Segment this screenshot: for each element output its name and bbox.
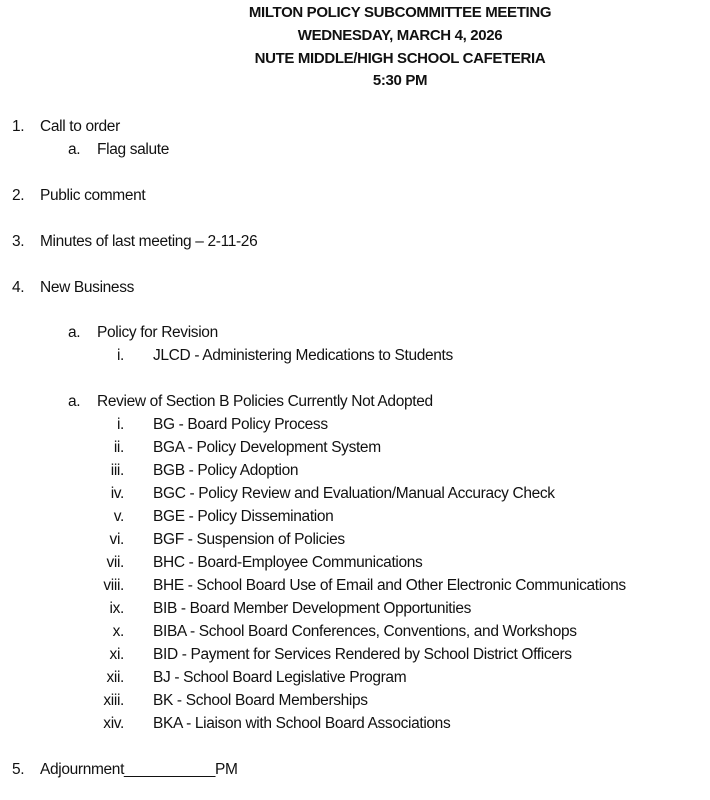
meeting-date: WEDNESDAY, MARCH 4, 2026 xyxy=(297,27,503,44)
subitem-text: Review of Section B Policies Currently Not Adopted xyxy=(97,393,433,410)
policy-text: BHE - School Board Use of Email and Other Electronic Communications xyxy=(153,577,626,594)
roman-numeral: xiv. xyxy=(103,715,124,732)
policy-text: BG - Board Policy Process xyxy=(153,416,328,433)
policy-text: BKA - Liaison with School Board Associations xyxy=(153,715,451,732)
roman-numeral: xi. xyxy=(109,646,124,663)
meeting-time: 5:30 PM xyxy=(372,72,428,89)
item-text: Public comment xyxy=(40,187,146,204)
roman-numeral: iv. xyxy=(110,485,124,502)
item-text: Adjournment___________PM xyxy=(40,761,238,778)
subitem-letter: a. xyxy=(68,141,81,158)
item-text: Minutes of last meeting – 2-11-26 xyxy=(40,233,258,250)
subitem-letter: a. xyxy=(68,393,81,410)
policy-text: BIB - Board Member Development Opportunities xyxy=(153,600,472,617)
policy-text: BJ - School Board Legislative Program xyxy=(153,669,407,686)
roman-numeral: v. xyxy=(113,508,124,525)
policy-text: BGF - Suspension of Policies xyxy=(153,531,345,548)
roman-numeral: xiii. xyxy=(103,692,124,709)
item-number: 4. xyxy=(12,279,25,296)
roman-numeral: ii. xyxy=(113,439,124,456)
subitem-letter: a. xyxy=(68,324,81,341)
policy-text: BK - School Board Memberships xyxy=(153,692,368,709)
meeting-title: MILTON POLICY SUBCOMMITTEE MEETING xyxy=(248,4,552,21)
item-number: 5. xyxy=(12,761,25,778)
roman-numeral: i. xyxy=(116,347,124,364)
roman-numeral: x. xyxy=(112,623,124,640)
policy-text: BGA - Policy Development System xyxy=(153,439,381,456)
roman-numeral: vi. xyxy=(109,531,124,548)
roman-numeral: viii. xyxy=(103,577,124,594)
policy-text: BHC - Board-Employee Communications xyxy=(153,554,423,571)
subitem-text: Flag salute xyxy=(97,141,169,158)
item-number: 2. xyxy=(12,187,25,204)
policy-text: BGB - Policy Adoption xyxy=(153,462,299,479)
roman-numeral: vii. xyxy=(106,554,124,571)
item-number: 3. xyxy=(12,233,25,250)
policy-text: BGE - Policy Dissemination xyxy=(153,508,334,525)
policy-text: BGC - Policy Review and Evaluation/Manual Accuracy Check xyxy=(153,485,555,502)
item-number: 1. xyxy=(12,118,25,135)
roman-numeral: xii. xyxy=(106,669,124,686)
policy-text: BIBA - School Board Conferences, Conventions, and Workshops xyxy=(153,623,577,640)
policy-text: BID - Payment for Services Rendered by School District Officers xyxy=(153,646,572,663)
meeting-location: NUTE MIDDLE/HIGH SCHOOL CAFETERIA xyxy=(254,50,546,67)
subitem-text: Policy for Revision xyxy=(97,324,218,341)
roman-numeral: i. xyxy=(116,416,124,433)
policy-text: JLCD - Administering Medications to Students xyxy=(153,347,453,364)
item-text: Call to order xyxy=(40,118,120,135)
roman-numeral: ix. xyxy=(109,600,124,617)
item-text: New Business xyxy=(40,279,135,296)
roman-numeral: iii. xyxy=(110,462,124,479)
